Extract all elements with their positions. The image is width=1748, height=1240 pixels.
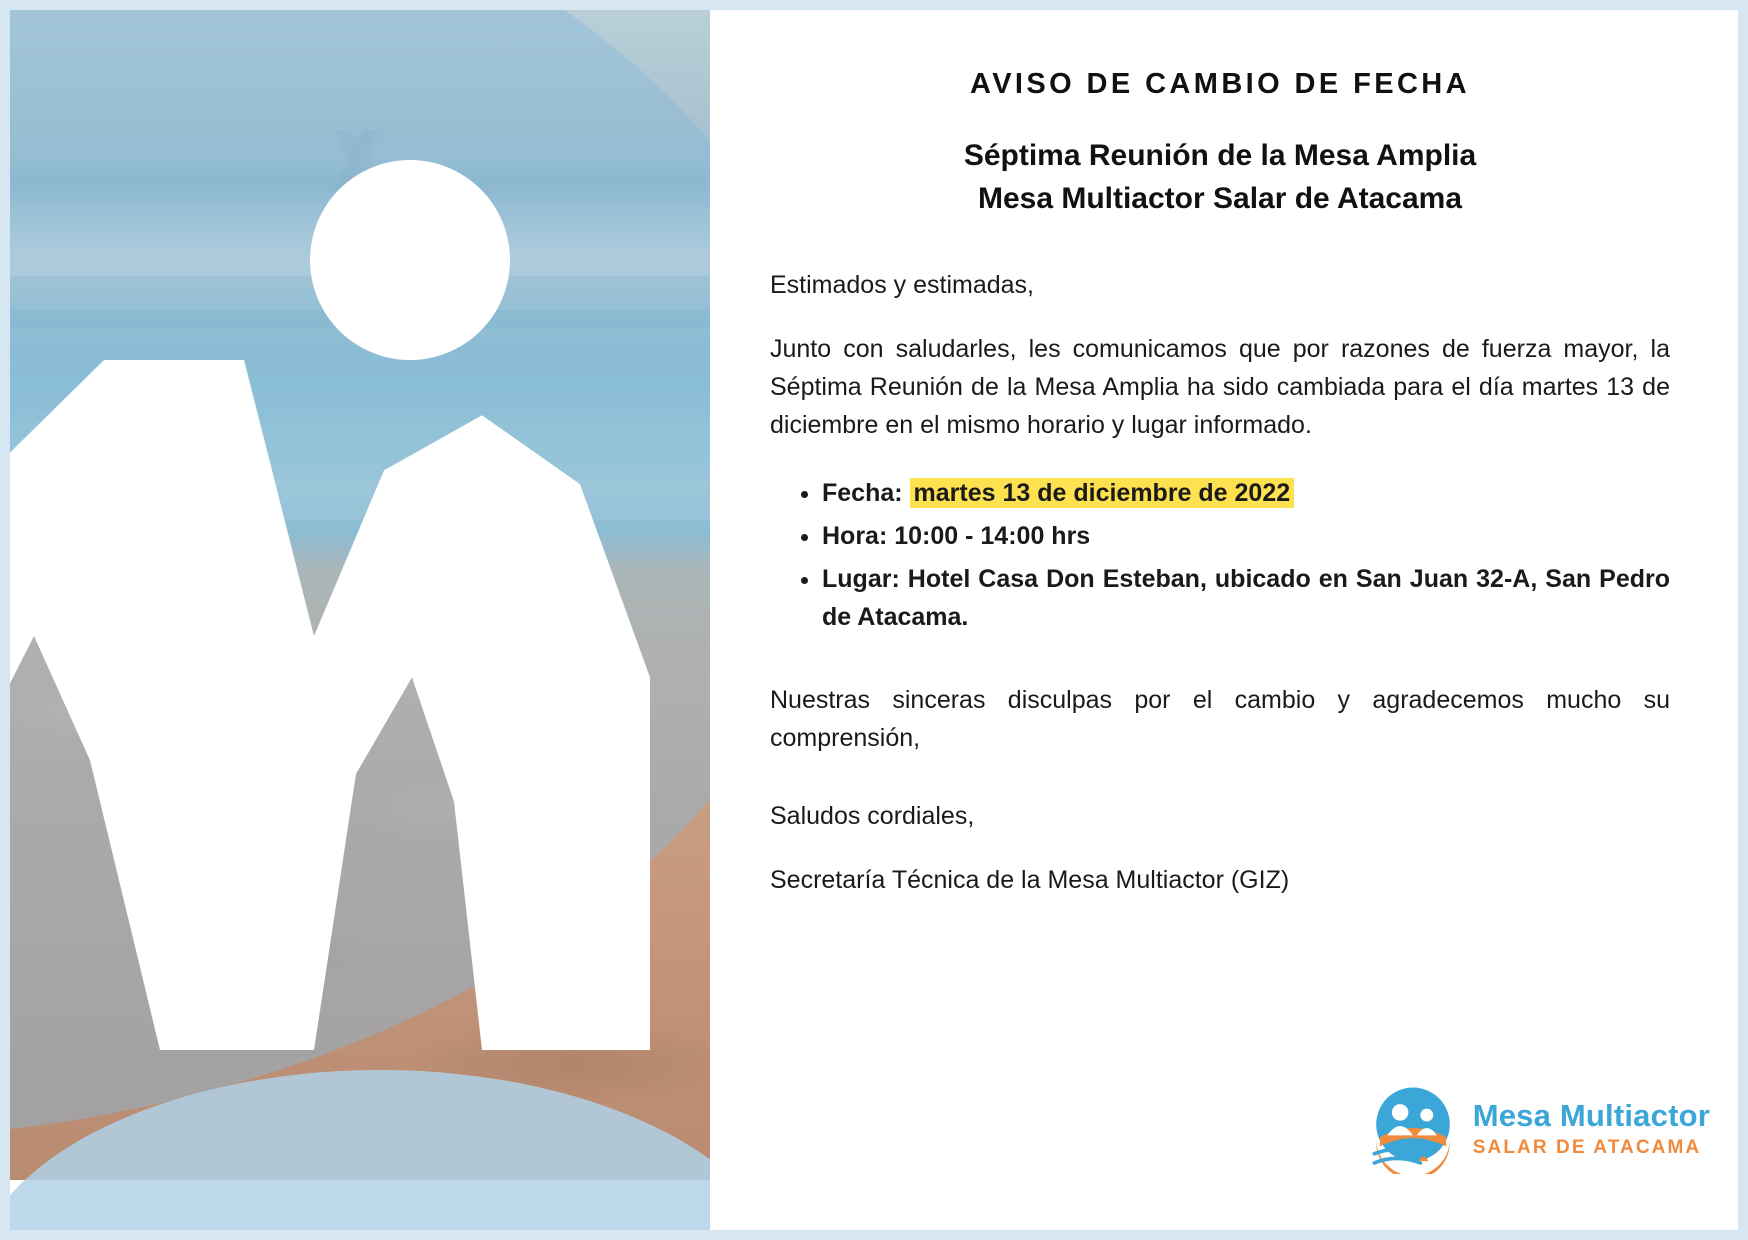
detail-value-lugar: Hotel Casa Don Esteban, ubicado en San Juan 32-A, San Pedro de Atacama. bbox=[822, 564, 1670, 632]
spacer bbox=[770, 783, 1670, 797]
list-item bbox=[822, 560, 1670, 638]
detail-value-hora: 10:00 - 14:00 hrs bbox=[894, 521, 1091, 550]
detail-label-hora: Hora: bbox=[822, 521, 888, 550]
list-item bbox=[822, 517, 1670, 556]
list-item bbox=[822, 474, 1670, 513]
notice-title bbox=[770, 135, 1670, 220]
notice-body bbox=[770, 266, 1670, 899]
main-paragraph: Junto con saludarles, les comunicamos que por razones de fuerza mayor, la Séptima Reunión de la Mesa Amplia ha sido cambiada para el día martes 13 de diciembre en el mismo horario y lugar informado. bbox=[770, 335, 1670, 440]
logo-subtitle: SALAR DE ATACAMA bbox=[1472, 1136, 1702, 1158]
detail-value-fecha: martes 13 de diciembre de 2022 bbox=[910, 478, 1295, 508]
mesa-multiactor-logo-icon bbox=[1367, 1082, 1459, 1174]
closing-text: Saludos cordiales, bbox=[770, 802, 975, 831]
signature-text: Secretaría Técnica de la Mesa Multiactor (GIZ) bbox=[770, 866, 1290, 895]
pictogram-body bbox=[10, 360, 650, 1050]
poster-canvas bbox=[10, 10, 1738, 1230]
notice-title-line-2: Mesa Multiactor Salar de Atacama bbox=[977, 181, 1463, 215]
spacer bbox=[770, 667, 1670, 681]
notice-kicker: AVISO DE CAMBIO DE FECHA bbox=[970, 68, 1470, 100]
greeting-text: Estimados y estimadas, bbox=[770, 271, 1034, 300]
event-details-list bbox=[770, 474, 1670, 637]
logo-title: Mesa Multiactor bbox=[1472, 1097, 1710, 1133]
notice-title-line-1: Séptima Reunión de la Mesa Amplia bbox=[963, 139, 1477, 172]
pictogram-head bbox=[310, 160, 510, 360]
brand-logo bbox=[1367, 1082, 1710, 1174]
apology-paragraph: Nuestras sinceras disculpas por el cambio y agradecemos mucho su comprensión, bbox=[770, 686, 1670, 753]
notice-content bbox=[770, 10, 1670, 1230]
people-pictogram-icon bbox=[10, 160, 710, 1050]
artwork-panel bbox=[10, 10, 710, 1230]
detail-label-lugar: Lugar: bbox=[822, 564, 900, 593]
detail-label-fecha: Fecha: bbox=[822, 479, 903, 508]
logo-wordmark bbox=[1472, 1097, 1710, 1158]
